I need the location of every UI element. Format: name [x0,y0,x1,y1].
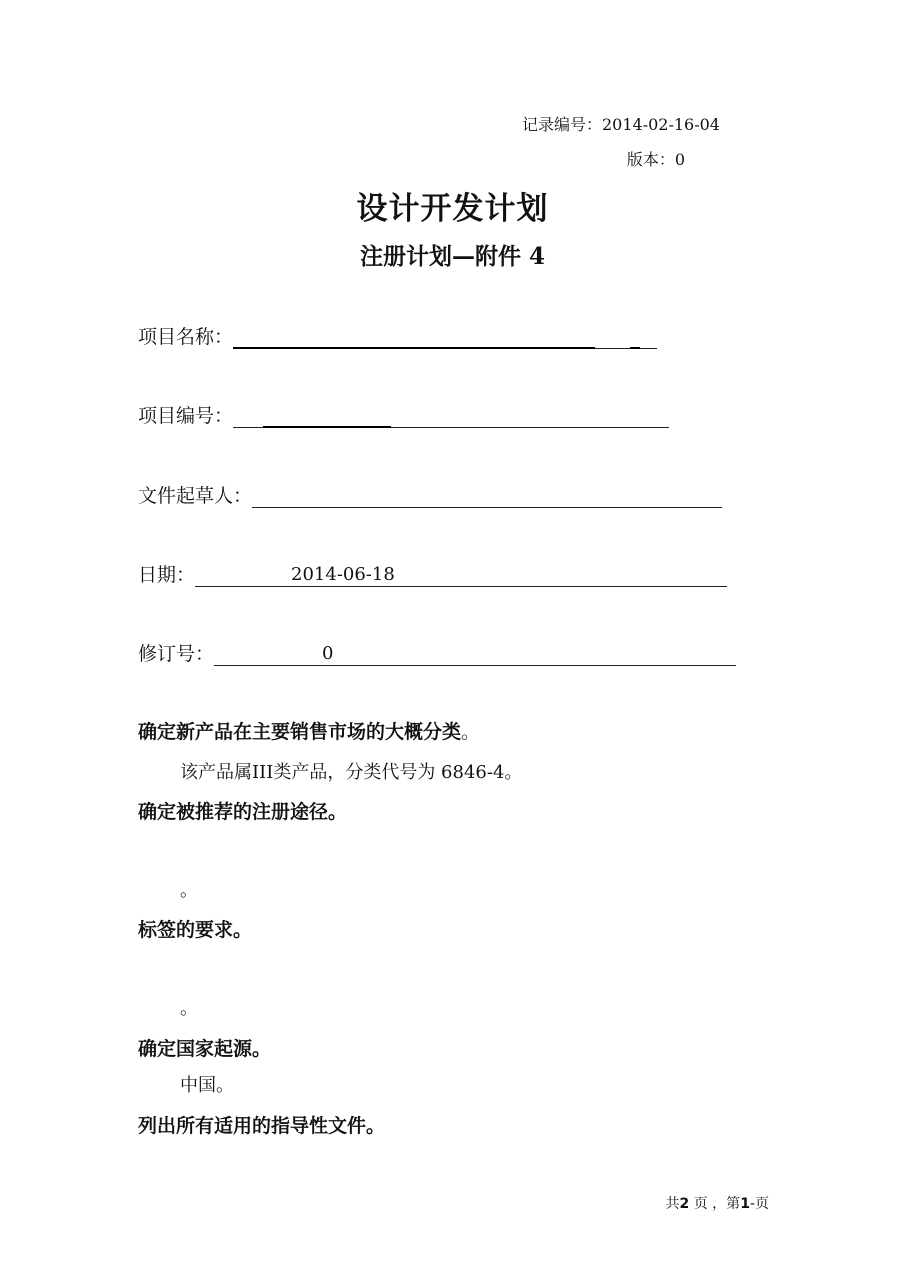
revision-input-line[interactable] [214,643,736,666]
field-label: 修订号： [138,643,215,665]
section-heading-country-origin: 确定国家起源。 [138,1038,272,1060]
field-revision [138,639,736,666]
document-title: 设计开发计划 [356,191,549,227]
revision-value: 0 [322,643,334,664]
heading-text: 确定新产品在主要销售市场的大概分类 [138,721,462,743]
record-number: 记录编号：2014-02-16-04 [521,115,720,134]
underline-segment [233,347,595,349]
footer-middle: 页 ，第 [689,1196,741,1212]
date-input-line[interactable] [195,564,727,587]
field-label: 项目名称： [138,326,234,348]
heading-end-mark: 。 [461,721,481,743]
section-body-country-origin: 中国。 [180,1075,234,1096]
field-project-name [138,322,657,349]
current-page: 1 [740,1196,750,1212]
section-body-registration-path: 。 [180,880,198,901]
section-body-label-requirements: 。 [180,998,198,1019]
field-drafter [138,481,722,508]
field-project-number [138,401,669,428]
footer-prefix: 共 [665,1196,680,1212]
underline-segment [263,426,391,428]
total-pages: 2 [679,1196,690,1212]
footer-suffix: -页 [749,1196,769,1212]
field-label: 项目编号： [138,405,234,427]
section-heading-registration-path: 确定被推荐的注册途径。 [138,801,348,823]
document-subtitle: 注册计划—附件 4 [359,243,545,270]
version-number: 版本：0 [626,150,685,169]
underline-segment [630,347,640,349]
field-date [138,560,727,587]
field-label: 文件起草人： [138,485,253,507]
date-value: 2014-06-18 [291,564,395,585]
project-name-input-line[interactable] [233,326,657,349]
project-number-input-line[interactable] [233,405,669,428]
page-footer [666,1193,769,1213]
section-heading-guidance-documents: 列出所有适用的指导性文件。 [138,1115,386,1137]
drafter-input-line[interactable] [252,485,722,508]
section-body-classification: 该产品属III类产品，分类代号为 6846-4。 [180,762,523,783]
section-heading-classification [138,717,480,744]
field-label: 日期： [138,564,196,586]
section-heading-label-requirements: 标签的要求。 [138,919,253,941]
